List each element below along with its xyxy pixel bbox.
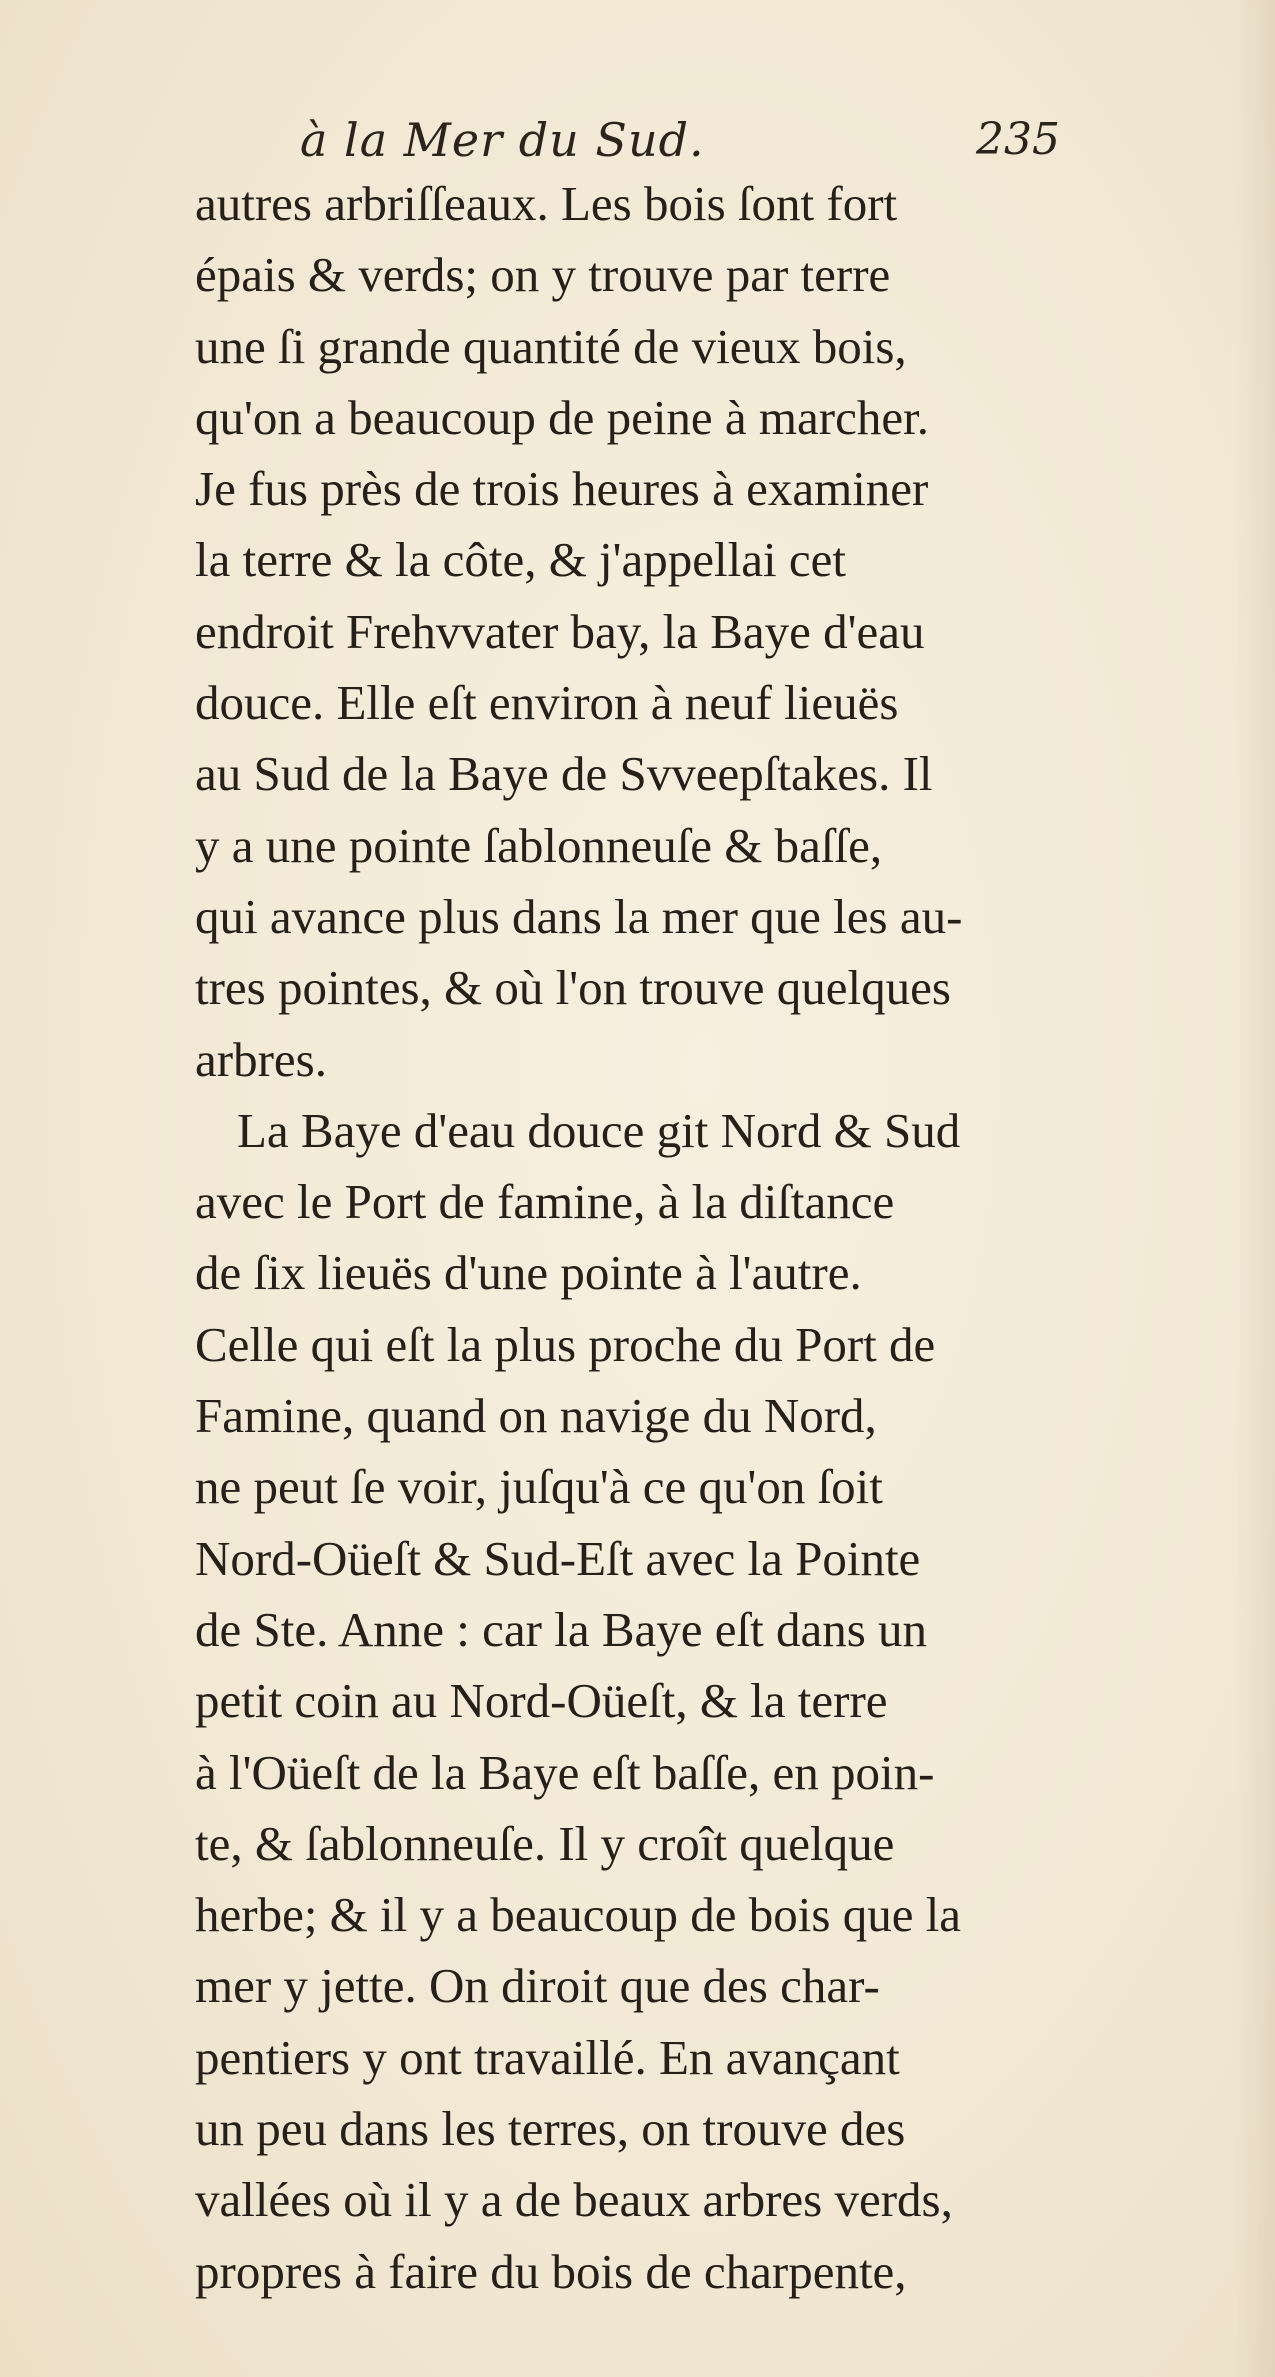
text-line: tres pointes, & où l'on trouve quelques [195,960,951,1016]
text-line: ne peut ſe voir, juſqu'à ce qu'on ſoit [195,1459,883,1515]
text-line: douce. Elle eſt environ à neuf lieuës [195,675,899,731]
text-line: un peu dans les terres, on trouve des [195,2101,906,2157]
text-line: autres arbriſſeaux. Les bois ſont fort [195,176,898,231]
paragraph-start-line: La Baye d'eau douce git Nord & Sud [237,1102,961,1158]
text-line: petit coin au Nord-Oüeſt, & la terre [195,1673,888,1729]
text-line: herbe; & il y a beaucoup de bois que la [195,1887,962,1943]
page-header [300,108,1060,172]
text-line: pentiers y ont travaillé. En avançant [195,2029,900,2085]
body-text [195,168,1075,2307]
page-edge-shadow [1235,0,1275,2377]
text-line: Nord-Oüeſt & Sud-Eſt avec la Pointe [195,1530,921,1586]
text-line: au Sud de la Baye de Svveepſtakes. Il [195,746,933,802]
text-line: qui avance plus dans la mer que les au- [195,888,963,944]
text-line: vallées où il y a de beaux arbres verds, [195,2172,953,2228]
text-line: te, & ſablonneuſe. Il y croît quelque [195,1815,895,1871]
text-line: de Ste. Anne : car la Baye eſt dans un [195,1601,928,1657]
text-line: une ſi grande quantité de vieux bois, [195,318,907,374]
running-title: à la Mer du Sud. [300,113,705,167]
text-line: de ſix lieuës d'une pointe à l'autre. [195,1245,862,1301]
text-line: Famine, quand on navige du Nord, [195,1388,877,1444]
page-number: 235 [976,114,1060,165]
text-line: la terre & la côte, & j'appellai cet [195,532,846,588]
text-line: arbres. [195,1031,327,1087]
text-line: mer y jette. On diroit que des char- [195,1958,880,2014]
text-line: Celle qui eſt la plus proche du Port de [195,1316,936,1372]
text-line: Je fus près de trois heures à examiner [195,461,929,517]
text-line: à l'Oüeſt de la Baye eſt baſſe, en poin- [195,1744,935,1800]
text-line: épais & verds; on y trouve par terre [195,247,891,303]
text-line: endroit Frehvvater bay, la Baye d'eau [195,603,925,659]
text-line: avec le Port de famine, à la diſtance [195,1174,895,1230]
text-line: qu'on a beaucoup de peine à marcher. [195,389,929,445]
text-line: y a une pointe ſablonneuſe & baſſe, [195,817,883,873]
text-line: propres à faire du bois de charpente, [195,2243,907,2299]
